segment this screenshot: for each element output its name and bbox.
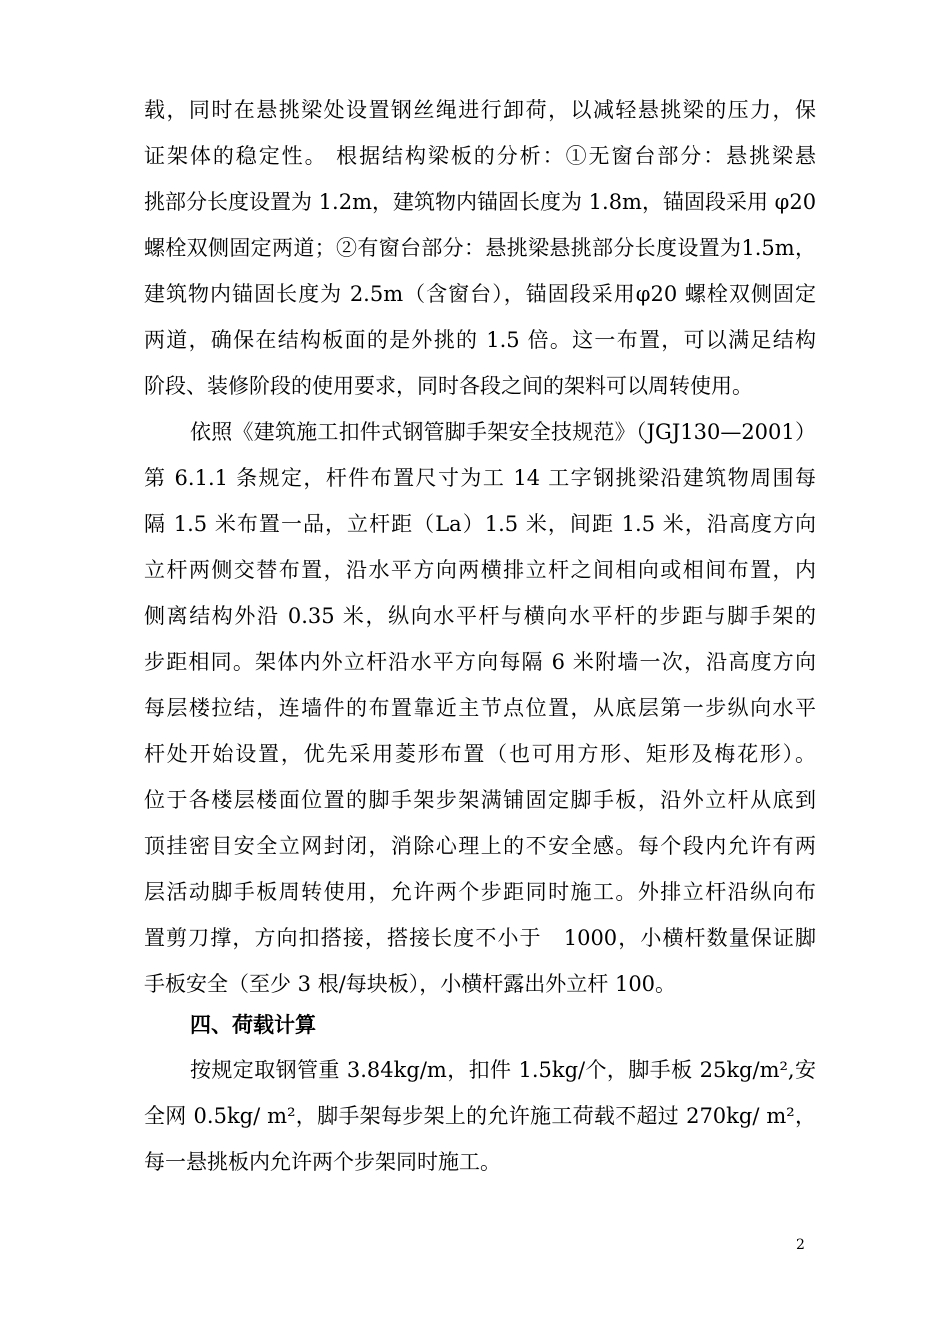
text-line: 层活动脚手板周转使用，允许两个步距同时施工。外排立杆沿纵向布 [144,880,816,904]
text-line: 置剪刀撑，方向扣搭接，搭接长度不小于 1000，小横杆数量保证脚 [144,926,816,950]
text-line: 侧离结构外沿 0.35 米，纵向水平杆与横向水平杆的步距与脚手架的 [144,604,816,628]
text-line: 全网 0.5kg/ m²，脚手架每步架上的允许施工荷载不超过 270kg/ m²， [144,1104,816,1128]
text-line: 步距相同。架体内外立杆沿水平方向每隔 6 米附墙一次，沿高度方向 [144,650,816,674]
text-line: 立杆两侧交替布置，沿水平方向两横排立杆之间相向或相间布置，内 [144,558,816,582]
text-line: 螺栓双侧固定两道；②有窗台部分：悬挑梁悬挑部分长度设置为1.5m， [144,236,816,260]
text-line: 阶段、装修阶段的使用要求，同时各段之间的架料可以周转使用。 [144,374,753,398]
section-heading: 四、荷载计算 [190,1012,316,1037]
text-line: 第 6.1.1 条规定，杆件布置尺寸为工 14 工字钢挑梁沿建筑物周围每 [144,466,816,490]
page-number: 2 [796,1237,805,1253]
text-line: 隔 1.5 米布置一品，立杆距（La）1.5 米，间距 1.5 米，沿高度方向 [144,512,816,536]
text-line: 挑部分长度设置为 1.2m，建筑物内锚固长度为 1.8m，锚固段采用 φ20 [144,190,816,214]
text-line: 杆处开始设置，优先采用菱形布置（也可用方形、矩形及梅花形）。 [144,742,816,766]
text-line: 按规定取钢管重 3.84kg/m，扣件 1.5kg/个，脚手板 25kg/m²,安 [190,1058,816,1082]
text-line: 位于各楼层楼面位置的脚手架步架满铺固定脚手板，沿外立杆从底到 [144,788,816,812]
text-line: 每一悬挑板内允许两个步架同时施工。 [144,1150,501,1174]
text-line: 手板安全（至少 3 根/每块板），小横杆露出外立杆 100。 [144,972,677,996]
text-line: 顶挂密目安全立网封闭，消除心理上的不安全感。每个段内允许有两 [144,834,816,858]
text-line: 依照《建筑施工扣件式钢管脚手架安全技规范》（JGJ130—2001） [190,420,816,444]
text-line: 建筑物内锚固长度为 2.5m（含窗台），锚固段采用φ20 螺栓双侧固定 [144,282,816,306]
text-line: 证架体的稳定性。 根据结构梁板的分析：①无窗台部分：悬挑梁悬 [144,144,816,168]
text-line: 两道，确保在结构板面的是外挑的 1.5 倍。这一布置，可以满足结构 [144,328,816,352]
text-line: 载，同时在悬挑梁处设置钢丝绳进行卸荷，以减轻悬挑梁的压力，保 [144,98,816,122]
text-line: 每层楼拉结，连墙件的布置靠近主节点位置，从底层第一步纵向水平 [144,696,816,720]
